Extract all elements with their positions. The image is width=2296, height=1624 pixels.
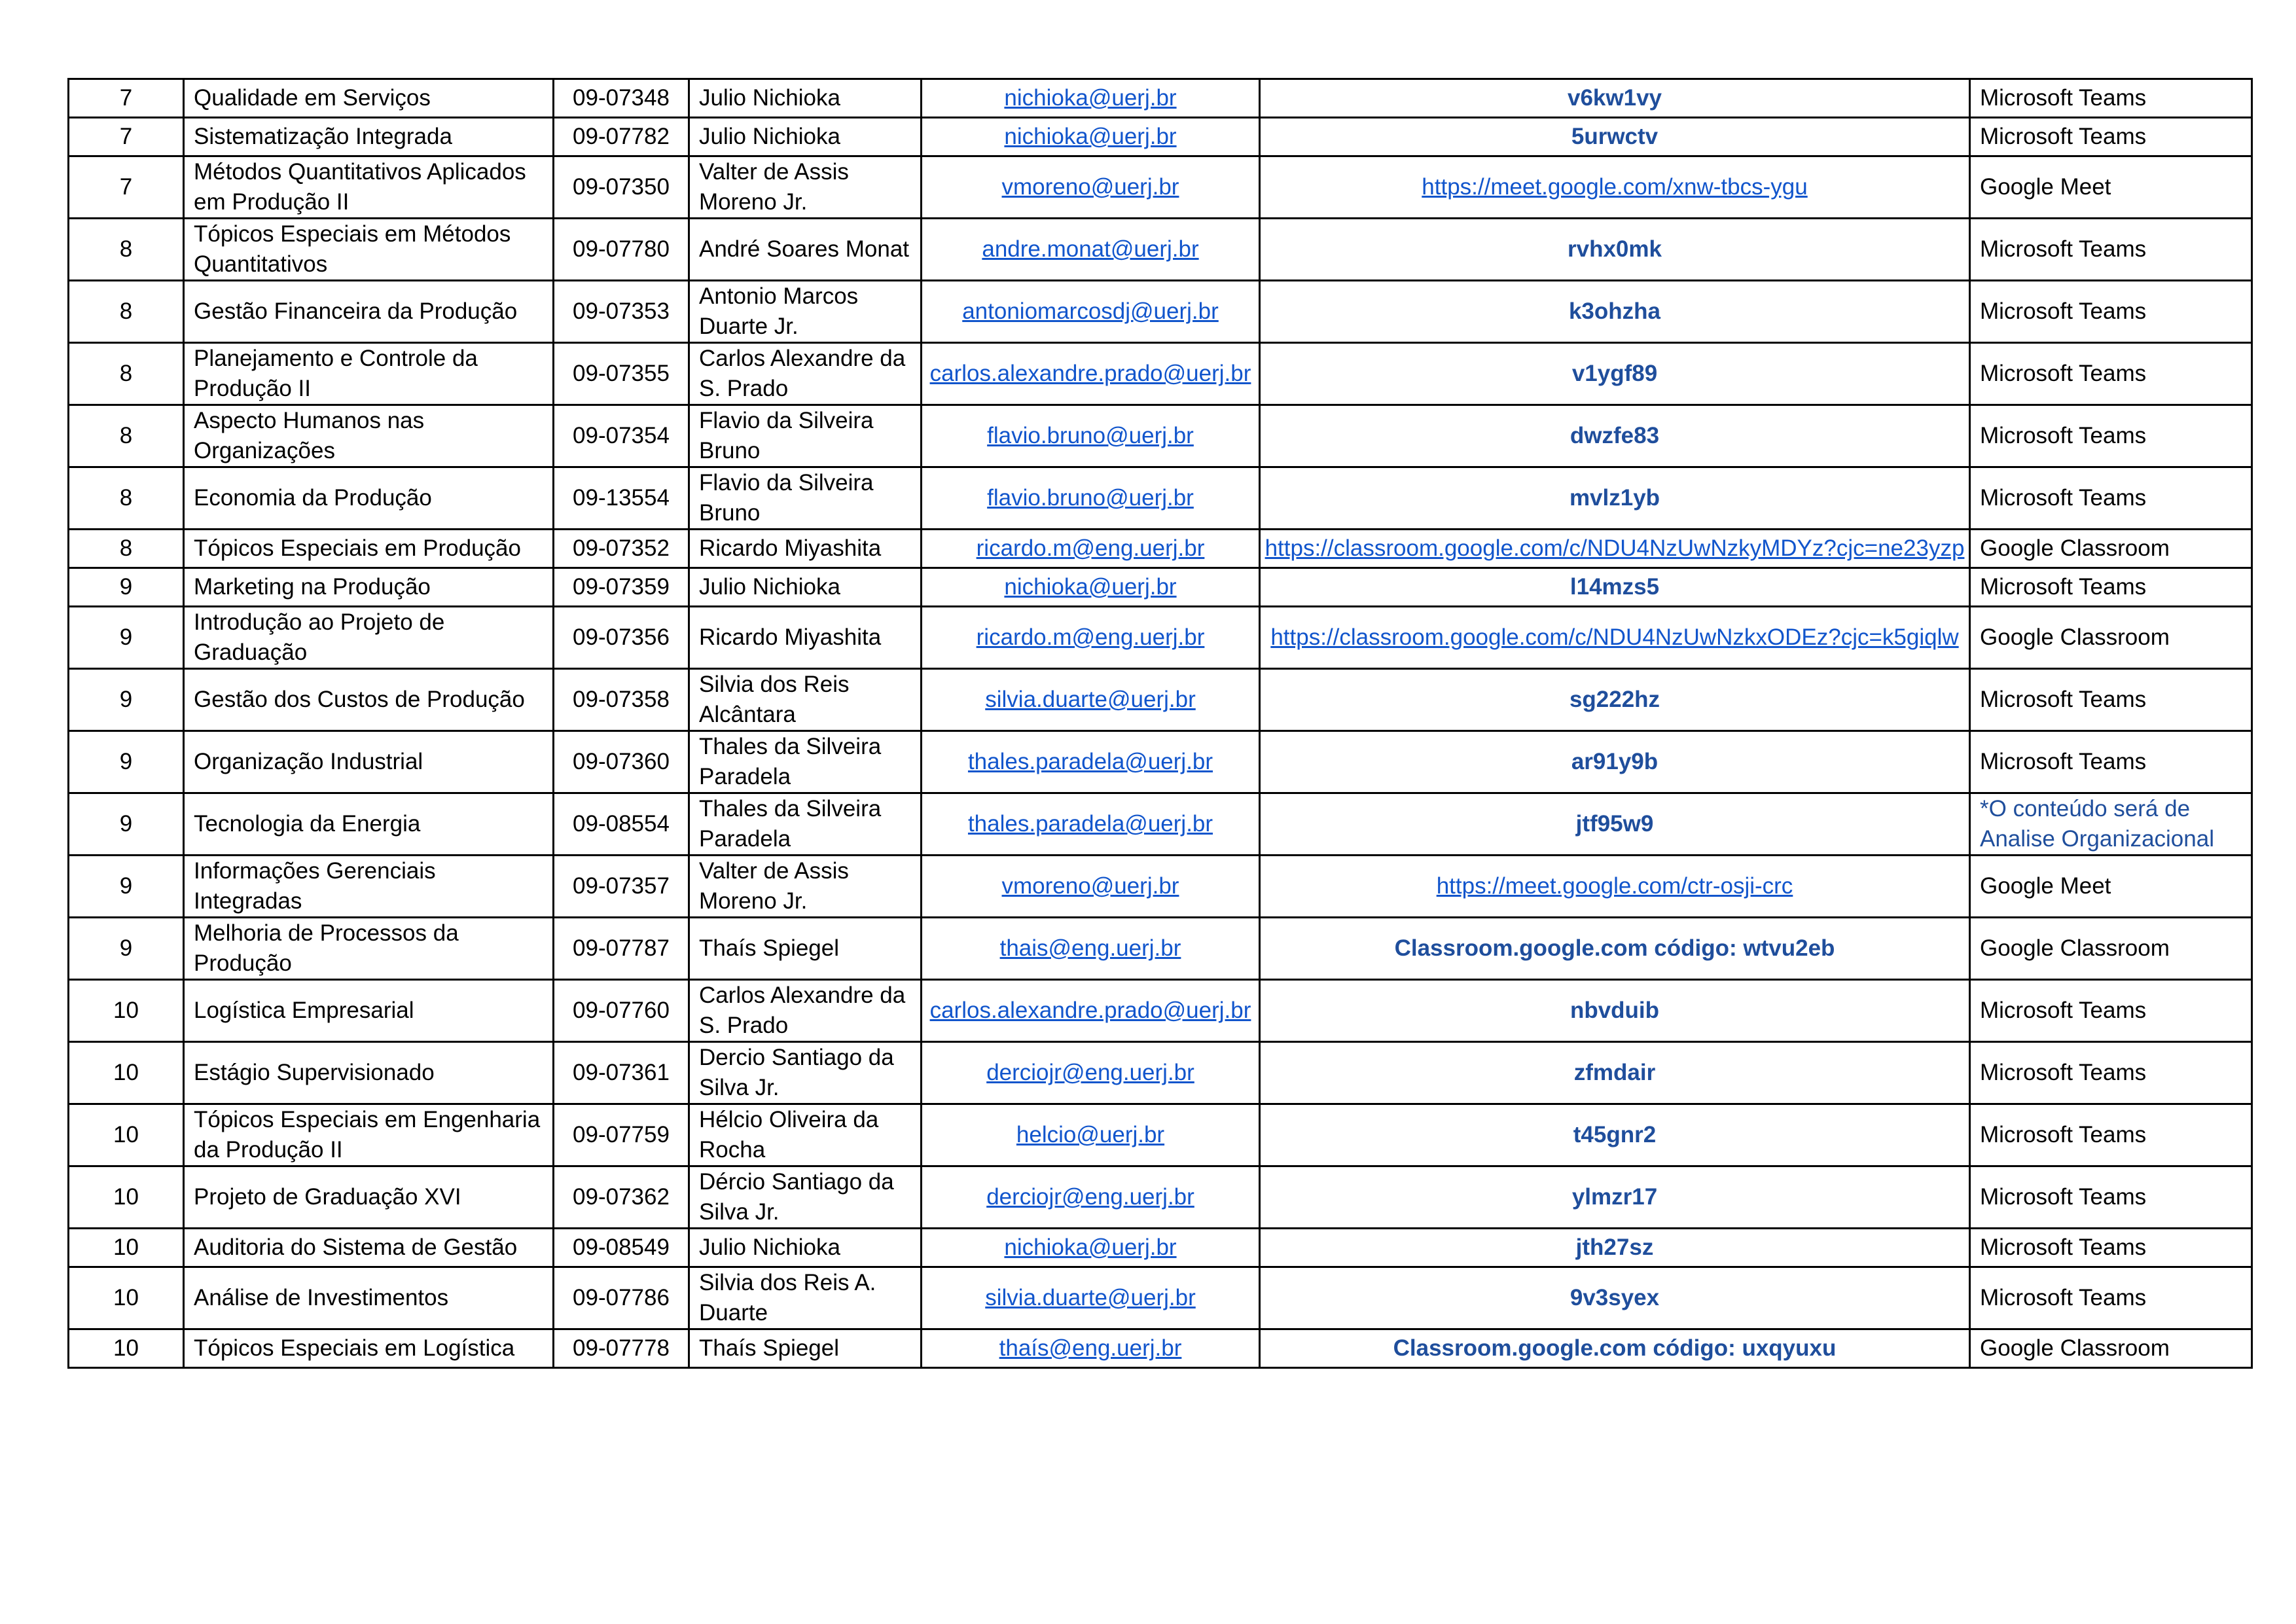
course-code-cell: 09-07361 — [554, 1042, 689, 1104]
email-link[interactable]: vmoreno@uerj.br — [1001, 174, 1179, 200]
platform-cell — [1970, 1229, 2252, 1267]
platform-name: Microsoft Teams — [1980, 749, 2147, 774]
platform-cell — [1970, 568, 2252, 607]
access-cell — [1260, 980, 1970, 1042]
platform-name: Microsoft Teams — [1980, 1184, 2147, 1210]
email-cell — [922, 980, 1260, 1042]
access-cell — [1260, 281, 1970, 343]
course-code-cell: 09-08554 — [554, 793, 689, 856]
access-code: l14mzs5 — [1570, 574, 1660, 600]
course-name-cell: Aspecto Humanos nas Organizações — [184, 405, 554, 467]
course-code-cell: 09-07358 — [554, 669, 689, 731]
email-cell — [922, 530, 1260, 568]
table-row — [69, 1267, 2252, 1329]
email-link[interactable]: ricardo.m@eng.uerj.br — [976, 624, 1205, 650]
professor-cell: Carlos Alexandre da S. Prado — [689, 343, 922, 405]
period-cell: 10 — [69, 1042, 184, 1104]
access-cell — [1260, 405, 1970, 467]
professor-cell: Flavio da Silveira Bruno — [689, 467, 922, 530]
period-cell: 9 — [69, 568, 184, 607]
access-cell — [1260, 1267, 1970, 1329]
table-row — [69, 793, 2252, 856]
platform-cell — [1970, 156, 2252, 219]
platform-name: Microsoft Teams — [1980, 423, 2147, 448]
professor-cell: Julio Nichioka — [689, 118, 922, 156]
professor-cell: Antonio Marcos Duarte Jr. — [689, 281, 922, 343]
access-cell — [1260, 530, 1970, 568]
platform-name: Google Classroom — [1980, 935, 2170, 961]
access-code: Classroom.google.com código: uxqyuxu — [1393, 1335, 1837, 1361]
email-cell — [922, 568, 1260, 607]
email-link[interactable]: ricardo.m@eng.uerj.br — [976, 535, 1205, 561]
email-cell — [922, 1166, 1260, 1229]
access-code: zfmdair — [1573, 1060, 1656, 1085]
period-cell: 7 — [69, 156, 184, 219]
access-code: jtf95w9 — [1575, 811, 1654, 837]
period-cell: 8 — [69, 530, 184, 568]
table-row — [69, 281, 2252, 343]
course-code-cell: 09-07360 — [554, 731, 689, 793]
period-cell: 10 — [69, 1104, 184, 1166]
platform-cell — [1970, 79, 2252, 118]
access-code: k3ohzha — [1568, 298, 1661, 324]
access-code: v1ygf89 — [1571, 361, 1658, 386]
period-cell: 7 — [69, 118, 184, 156]
platform-name: Microsoft Teams — [1980, 574, 2147, 600]
table-row — [69, 918, 2252, 980]
course-name-cell: Tópicos Especiais em Logística — [184, 1329, 554, 1368]
course-code-cell: 09-07355 — [554, 343, 689, 405]
email-link[interactable]: helcio@uerj.br — [1016, 1122, 1165, 1147]
period-cell: 8 — [69, 467, 184, 530]
course-name-cell: Estágio Supervisionado — [184, 1042, 554, 1104]
access-cell — [1260, 1229, 1970, 1267]
course-code-cell: 09-07782 — [554, 118, 689, 156]
table-row — [69, 607, 2252, 669]
email-link[interactable]: flavio.bruno@uerj.br — [987, 423, 1194, 448]
table-row — [69, 467, 2252, 530]
access-cell — [1260, 856, 1970, 918]
access-cell — [1260, 467, 1970, 530]
professor-cell: Valter de Assis Moreno Jr. — [689, 856, 922, 918]
professor-cell: Dercio Santiago da Silva Jr. — [689, 1042, 922, 1104]
access-code: Classroom.google.com código: wtvu2eb — [1394, 935, 1835, 961]
course-name-cell: Projeto de Graduação XVI — [184, 1166, 554, 1229]
professor-cell: Silvia dos Reis Alcântara — [689, 669, 922, 731]
course-code-cell: 09-07780 — [554, 219, 689, 281]
period-cell: 9 — [69, 793, 184, 856]
access-code: 5urwctv — [1571, 124, 1659, 149]
platform-name: Microsoft Teams — [1980, 1285, 2147, 1310]
access-cell — [1260, 1329, 1970, 1368]
email-link[interactable]: andre.monat@uerj.br — [982, 236, 1199, 262]
email-cell — [922, 79, 1260, 118]
table-row — [69, 405, 2252, 467]
platform-name: Microsoft Teams — [1980, 236, 2147, 262]
platform-cell — [1970, 607, 2252, 669]
course-table-body — [69, 79, 2252, 1368]
platform-name: Microsoft Teams — [1980, 1235, 2147, 1260]
course-code-cell: 09-13554 — [554, 467, 689, 530]
professor-cell: Valter de Assis Moreno Jr. — [689, 156, 922, 219]
period-cell: 10 — [69, 980, 184, 1042]
email-cell — [922, 856, 1260, 918]
course-name-cell: Métodos Quantitativos Aplicados em Produção II — [184, 156, 554, 219]
professor-cell: Hélcio Oliveira da Rocha — [689, 1104, 922, 1166]
course-name-cell: Análise de Investimentos — [184, 1267, 554, 1329]
access-code: mvlz1yb — [1569, 485, 1660, 511]
course-code-cell: 09-07760 — [554, 980, 689, 1042]
access-cell — [1260, 219, 1970, 281]
course-name-cell: Tecnologia da Energia — [184, 793, 554, 856]
email-cell — [922, 1104, 1260, 1166]
platform-cell — [1970, 219, 2252, 281]
professor-cell: Thales da Silveira Paradela — [689, 793, 922, 856]
email-link[interactable]: nichioka@uerj.br — [1004, 124, 1177, 149]
platform-name: Microsoft Teams — [1980, 687, 2147, 712]
email-link[interactable]: antoniomarcosdj@uerj.br — [962, 298, 1219, 324]
email-cell — [922, 118, 1260, 156]
professor-cell: André Soares Monat — [689, 219, 922, 281]
platform-cell — [1970, 343, 2252, 405]
access-cell — [1260, 1042, 1970, 1104]
professor-cell: Thales da Silveira Paradela — [689, 731, 922, 793]
course-code-cell: 09-07356 — [554, 607, 689, 669]
table-row — [69, 530, 2252, 568]
course-name-cell: Qualidade em Serviços — [184, 79, 554, 118]
email-cell — [922, 156, 1260, 219]
access-code: 9v3syex — [1570, 1285, 1660, 1310]
access-cell — [1260, 79, 1970, 118]
course-name-cell: Gestão dos Custos de Produção — [184, 669, 554, 731]
professor-cell: Julio Nichioka — [689, 568, 922, 607]
email-link[interactable]: silvia.duarte@uerj.br — [985, 687, 1196, 712]
period-cell: 9 — [69, 607, 184, 669]
platform-name: Microsoft Teams — [1980, 1060, 2147, 1085]
email-cell — [922, 918, 1260, 980]
access-code: dwzfe83 — [1570, 423, 1660, 448]
access-link[interactable]: https://classroom.google.com/c/NDU4NzUwNzkyMDYz?cjc=ne23yzp — [1265, 535, 1965, 561]
email-cell — [922, 343, 1260, 405]
course-code-cell: 09-07354 — [554, 405, 689, 467]
platform-name: Microsoft Teams — [1980, 85, 2147, 111]
platform-name: Microsoft Teams — [1980, 124, 2147, 149]
access-cell — [1260, 156, 1970, 219]
professor-cell: Julio Nichioka — [689, 1229, 922, 1267]
email-cell — [922, 1267, 1260, 1329]
platform-name: Google Classroom — [1980, 1335, 2170, 1361]
email-link[interactable]: vmoreno@uerj.br — [1001, 873, 1179, 899]
course-table-container — [67, 78, 2251, 1369]
access-code: nbvduib — [1570, 998, 1660, 1023]
period-cell: 7 — [69, 79, 184, 118]
table-row — [69, 156, 2252, 219]
access-cell — [1260, 1104, 1970, 1166]
table-row — [69, 219, 2252, 281]
email-cell — [922, 219, 1260, 281]
table-row — [69, 568, 2252, 607]
course-code-cell: 09-07357 — [554, 856, 689, 918]
course-code-cell: 09-07350 — [554, 156, 689, 219]
period-cell: 10 — [69, 1267, 184, 1329]
course-code-cell: 09-07787 — [554, 918, 689, 980]
course-name-cell: Tópicos Especiais em Métodos Quantitativos — [184, 219, 554, 281]
email-link[interactable]: nichioka@uerj.br — [1004, 85, 1177, 111]
professor-cell: Ricardo Miyashita — [689, 607, 922, 669]
professor-cell: Julio Nichioka — [689, 79, 922, 118]
email-link[interactable]: thais@eng.uerj.br — [999, 935, 1181, 961]
course-name-cell: Auditoria do Sistema de Gestão — [184, 1229, 554, 1267]
access-code: rvhx0mk — [1568, 236, 1662, 262]
course-name-cell: Tópicos Especiais em Produção — [184, 530, 554, 568]
email-cell — [922, 281, 1260, 343]
email-link[interactable]: silvia.duarte@uerj.br — [985, 1285, 1196, 1310]
platform-cell — [1970, 1166, 2252, 1229]
access-link[interactable]: https://meet.google.com/ctr-osji-crc — [1436, 873, 1793, 899]
table-row — [69, 731, 2252, 793]
course-name-cell: Economia da Produção — [184, 467, 554, 530]
platform-name: Microsoft Teams — [1980, 361, 2147, 386]
course-name-cell: Tópicos Especiais em Engenharia da Produção II — [184, 1104, 554, 1166]
period-cell: 9 — [69, 856, 184, 918]
course-table — [67, 78, 2253, 1369]
email-link[interactable]: thales.paradela@uerj.br — [967, 811, 1213, 837]
email-link[interactable]: carlos.alexandre.prado@uerj.br — [929, 361, 1251, 386]
platform-name: Google Meet — [1980, 174, 2111, 200]
table-row — [69, 1229, 2252, 1267]
email-cell — [922, 1042, 1260, 1104]
course-name-cell: Marketing na Produção — [184, 568, 554, 607]
email-cell — [922, 793, 1260, 856]
email-cell — [922, 1329, 1260, 1368]
course-code-cell: 09-07359 — [554, 568, 689, 607]
access-cell — [1260, 793, 1970, 856]
professor-cell: Thaís Spiegel — [689, 918, 922, 980]
access-code: sg222hz — [1569, 687, 1660, 712]
platform-cell — [1970, 281, 2252, 343]
platform-cell — [1970, 1267, 2252, 1329]
email-link[interactable]: derciojr@eng.uerj.br — [986, 1184, 1194, 1210]
access-link[interactable]: https://classroom.google.com/c/NDU4NzUwNzkxODEz?cjc=k5giqlw — [1270, 624, 1959, 650]
email-link[interactable]: thaís@eng.uerj.br — [999, 1335, 1182, 1361]
period-cell: 10 — [69, 1166, 184, 1229]
email-link[interactable]: flavio.bruno@uerj.br — [987, 485, 1194, 511]
course-name-cell: Melhoria de Processos da Produção — [184, 918, 554, 980]
email-cell — [922, 467, 1260, 530]
platform-cell — [1970, 793, 2252, 856]
course-name-cell: Introdução ao Projeto de Graduação — [184, 607, 554, 669]
platform-name: Microsoft Teams — [1980, 1122, 2147, 1147]
table-row — [69, 1042, 2252, 1104]
email-link[interactable]: derciojr@eng.uerj.br — [986, 1060, 1194, 1085]
professor-cell: Thaís Spiegel — [689, 1329, 922, 1368]
course-name-cell: Logística Empresarial — [184, 980, 554, 1042]
platform-name: Microsoft Teams — [1980, 298, 2147, 324]
professor-cell: Silvia dos Reis A. Duarte — [689, 1267, 922, 1329]
table-row — [69, 343, 2252, 405]
table-row — [69, 669, 2252, 731]
access-cell — [1260, 669, 1970, 731]
table-row — [69, 118, 2252, 156]
access-cell — [1260, 731, 1970, 793]
platform-cell — [1970, 1104, 2252, 1166]
access-link[interactable]: https://meet.google.com/xnw-tbcs-ygu — [1422, 174, 1808, 200]
access-code: v6kw1vy — [1567, 85, 1662, 111]
course-name-cell: Planejamento e Controle da Produção II — [184, 343, 554, 405]
course-code-cell: 09-07759 — [554, 1104, 689, 1166]
period-cell: 10 — [69, 1329, 184, 1368]
email-cell — [922, 669, 1260, 731]
access-cell — [1260, 1166, 1970, 1229]
platform-cell — [1970, 731, 2252, 793]
table-row — [69, 1166, 2252, 1229]
access-cell — [1260, 607, 1970, 669]
professor-cell: Dércio Santiago da Silva Jr. — [689, 1166, 922, 1229]
platform-cell — [1970, 918, 2252, 980]
platform-name: Google Meet — [1980, 873, 2111, 899]
period-cell: 9 — [69, 669, 184, 731]
platform-name: Microsoft Teams — [1980, 485, 2147, 511]
period-cell: 9 — [69, 731, 184, 793]
course-name-cell: Sistematização Integrada — [184, 118, 554, 156]
email-link[interactable]: nichioka@uerj.br — [1004, 574, 1177, 600]
table-row — [69, 856, 2252, 918]
platform-cell — [1970, 980, 2252, 1042]
course-code-cell: 09-07778 — [554, 1329, 689, 1368]
platform-cell — [1970, 856, 2252, 918]
email-link[interactable]: thales.paradela@uerj.br — [967, 749, 1213, 774]
table-row — [69, 1329, 2252, 1368]
professor-cell: Flavio da Silveira Bruno — [689, 405, 922, 467]
course-code-cell: 09-07353 — [554, 281, 689, 343]
course-name-cell: Informações Gerenciais Integradas — [184, 856, 554, 918]
platform-name: Google Classroom — [1980, 624, 2170, 650]
table-row — [69, 980, 2252, 1042]
course-code-cell: 09-08549 — [554, 1229, 689, 1267]
platform-cell — [1970, 467, 2252, 530]
table-row — [69, 79, 2252, 118]
platform-cell — [1970, 669, 2252, 731]
period-cell: 8 — [69, 343, 184, 405]
course-name-cell: Organização Industrial — [184, 731, 554, 793]
email-cell — [922, 405, 1260, 467]
platform-cell — [1970, 118, 2252, 156]
email-cell — [922, 1229, 1260, 1267]
platform-cell — [1970, 1042, 2252, 1104]
course-code-cell: 09-07786 — [554, 1267, 689, 1329]
access-cell — [1260, 918, 1970, 980]
course-name-cell: Gestão Financeira da Produção — [184, 281, 554, 343]
platform-cell — [1970, 405, 2252, 467]
email-link[interactable]: nichioka@uerj.br — [1004, 1235, 1177, 1260]
email-link[interactable]: carlos.alexandre.prado@uerj.br — [929, 998, 1251, 1023]
access-code: jth27sz — [1575, 1235, 1654, 1260]
period-cell: 8 — [69, 281, 184, 343]
course-code-cell: 09-07362 — [554, 1166, 689, 1229]
platform-note: *O conteúdo será de Analise Organizacional — [1980, 796, 2214, 852]
professor-cell: Carlos Alexandre da S. Prado — [689, 980, 922, 1042]
platform-cell — [1970, 530, 2252, 568]
professor-cell: Ricardo Miyashita — [689, 530, 922, 568]
platform-cell — [1970, 1329, 2252, 1368]
access-code: t45gnr2 — [1573, 1122, 1657, 1147]
period-cell: 10 — [69, 1229, 184, 1267]
course-code-cell: 09-07352 — [554, 530, 689, 568]
access-cell — [1260, 343, 1970, 405]
platform-name: Microsoft Teams — [1980, 998, 2147, 1023]
email-cell — [922, 607, 1260, 669]
platform-name: Google Classroom — [1980, 535, 2170, 561]
access-cell — [1260, 118, 1970, 156]
course-code-cell: 09-07348 — [554, 79, 689, 118]
access-cell — [1260, 568, 1970, 607]
access-code: ar91y9b — [1571, 749, 1659, 774]
email-cell — [922, 731, 1260, 793]
period-cell: 8 — [69, 405, 184, 467]
period-cell: 8 — [69, 219, 184, 281]
table-row — [69, 1104, 2252, 1166]
period-cell: 9 — [69, 918, 184, 980]
access-code: ylmzr17 — [1571, 1184, 1658, 1210]
